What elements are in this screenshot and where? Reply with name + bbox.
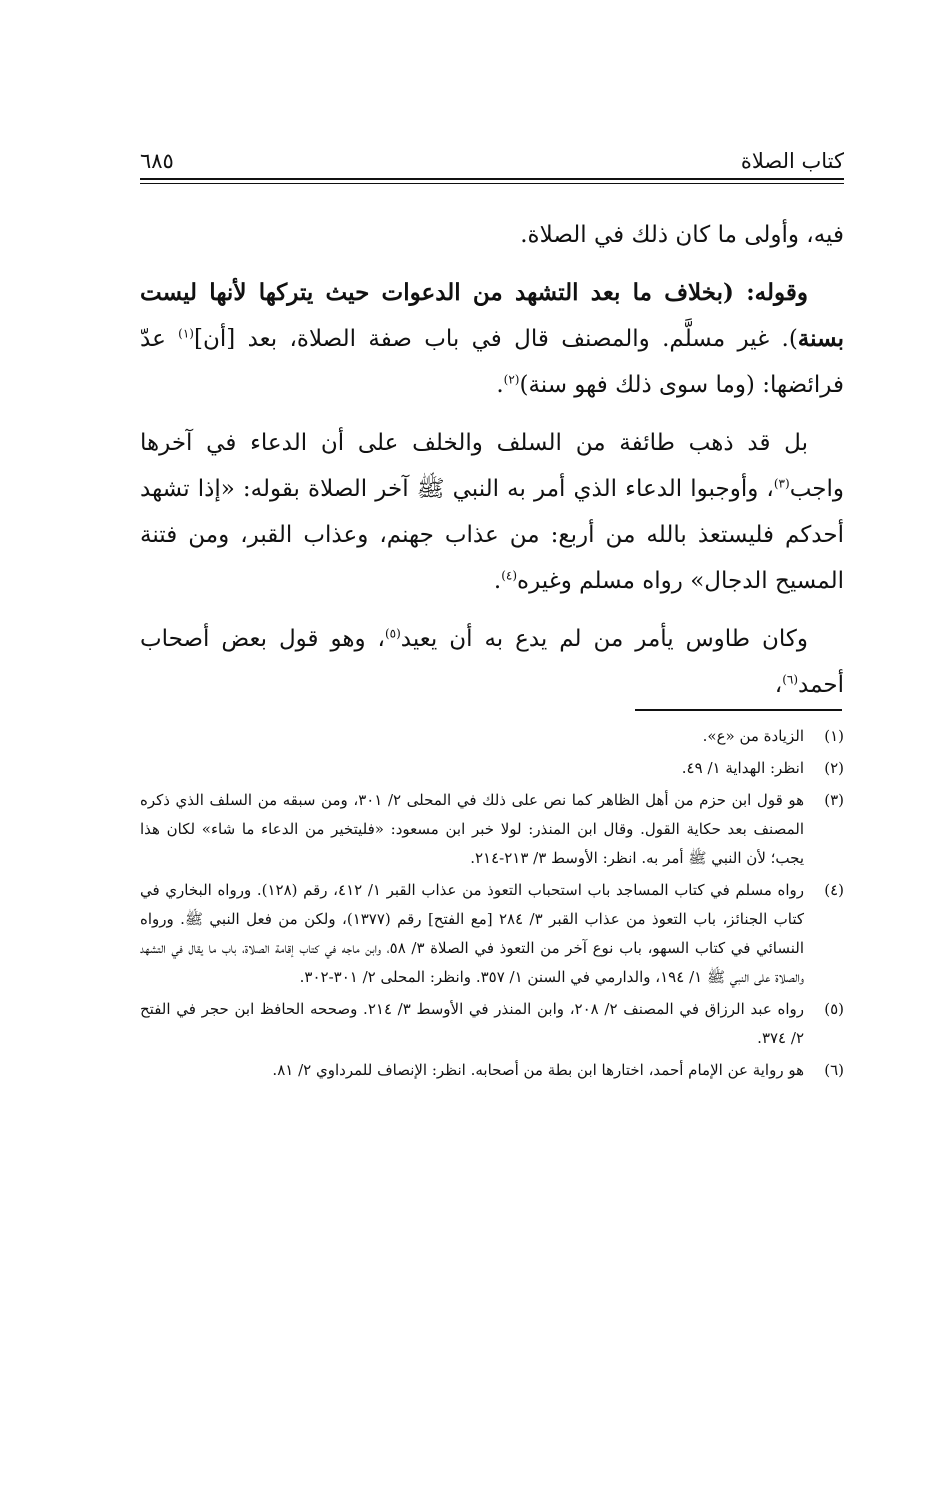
footnote-number: (٣): [824, 791, 844, 809]
footnotes: [140, 722, 844, 1088]
footnote-number: (٤): [824, 881, 844, 899]
running-header: [140, 148, 844, 174]
paragraph-3-text-b: ، وأوجبوا الدعاء الذي أمر به النبي ﷺ آخر الصلاة بقوله: «إذا تشهد أحدكم فليستعذ بالله من أربع: من عذاب جهنم، وعذاب القبر، ومن فتنة المسيح الدجال» رواه مسلم وغيره: [140, 476, 844, 594]
footnote-text: رواه عبد الرزاق في المصنف ٢/ ٢٠٨، وابن المنذر في الأوسط ٣/ ٢١٤. وصححه الحافظ ابن حجر في الفتح ٢/ ٣٧٤.: [140, 1000, 804, 1047]
quoted-text: بخلاف ما بعد التشهد من الدعوات حيث يتركها لأنها ليست بسنة: [140, 279, 844, 352]
footnote-ref-6: (٦): [782, 672, 799, 687]
footnote-ref-3: (٣): [773, 476, 790, 491]
footnote-separator: [635, 709, 842, 711]
paragraph-4-text-b: ، وهو قول بعض أصحاب أحمد: [140, 626, 844, 698]
header-rule-thin: [140, 183, 844, 184]
footnote-ref-4: (٤): [501, 568, 518, 583]
footnote-3: [140, 786, 844, 873]
footnote-text: رواه مسلم في كتاب المساجد باب استحباب التعوذ من عذاب القبر ١/ ٤١٢، رقم (١٢٨). ورواه البخاري في كتاب الجنائز، باب التعوذ من عذاب القبر ٣/ ٢٨٤ [مع الفتح] رقم (١٣٧٧)، ولكن من فعل النبي ﷺ. ورواه النسائي في كتاب السهو، باب نوع آخر من التعوذ في الصلاة ٣/ ٥٨، وابن ماجه في كتاب إقامة الصلاة، باب ما يقال في التشهد والصلاة على النبي ﷺ ١/ ١٩٤، والدارمي في السنن ١/ ٣٥٧. وانظر: المحلى ٢/ ٣٠١-٣٠٢.: [140, 881, 805, 986]
paragraph-4-text-a: وكان طاوس يأمر من لم يدع به أن يعيد: [400, 626, 808, 652]
footnote-text: هو رواية عن الإمام أحمد، اختارها ابن بطة من أصحابه. انظر: الإنصاف للمرداوي ٢/ ٨١.: [272, 1061, 804, 1079]
footnote-5: [140, 995, 844, 1053]
footnote-number: (١): [824, 727, 844, 745]
paragraph-2-end: .: [496, 372, 504, 398]
footnote-text: الزيادة من «ع».: [702, 727, 804, 745]
footnote-text: هو قول ابن حزم من أهل الظاهر كما نص على ذلك في المحلى ٢/ ٣٠١، ومن سبقه من السلف الذي ذكره المصنف بعد حكاية القول. وقال ابن المنذر: لولا خبر ابن مسعود: «فليتخير من الدعاء ما شاء» لكان هذا يجب؛ لأن النبي ﷺ أمر به. انظر: الأوسط ٣/ ٢١٣-٢١٤.: [140, 791, 804, 867]
header-rule: [140, 178, 844, 180]
footnote-ref-2: (٢): [503, 372, 520, 387]
footnote-4: [140, 876, 844, 992]
footnote-number: (٢): [824, 759, 844, 777]
paragraph-2-text-a: ). غير مسلَّم. والمصنف قال في باب صفة الصلاة، بعد [أن]: [193, 326, 798, 352]
quote-lead: وقوله: (: [723, 279, 809, 306]
footnote-2: [140, 754, 844, 783]
book-title: كتاب الصلاة: [740, 149, 844, 173]
paragraph-3: [140, 420, 844, 604]
paragraph-1: فيه، وأولى ما كان ذلك في الصلاة.: [520, 222, 844, 248]
paragraph-4-end: ،: [774, 672, 783, 698]
paragraph-4: [140, 616, 844, 708]
footnote-1: [140, 722, 844, 751]
paragraph-2-text-b: عدّ فرائضها: (وما سوى ذلك فهو سنة): [140, 326, 844, 398]
paragraph-3-text-a: بل قد ذهب طائفة من السلف والخلف على أن الدعاء في آخرها واجب: [140, 430, 844, 502]
footnote-ref-1: (١): [178, 326, 194, 341]
footnote-text: انظر: الهداية ١/ ٤٩.: [681, 759, 804, 777]
page-number: ٦٨٥: [140, 149, 174, 173]
footnote-number: (٥): [824, 1000, 844, 1018]
footnote-number: (٦): [824, 1061, 844, 1079]
footnote-ref-5: (٥): [384, 626, 401, 641]
paragraph-3-end: .: [493, 568, 502, 594]
paragraph-2: [140, 270, 844, 408]
footnote-6: [140, 1056, 844, 1085]
main-text: [140, 212, 844, 720]
